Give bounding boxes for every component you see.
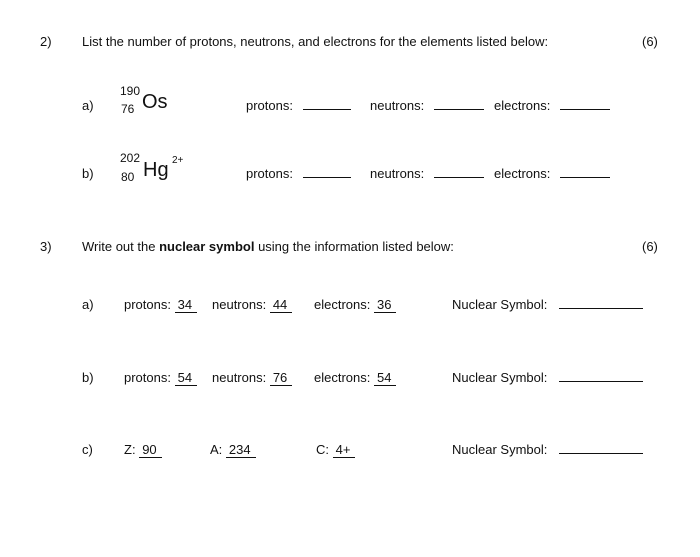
q3c-field-2 [210, 442, 256, 457]
q3a-nuclear-symbol [452, 297, 643, 312]
q2b-mass-number: 202 [120, 151, 141, 165]
q2a-atomic-number: 76 [121, 102, 135, 116]
question-2-points: (6) [642, 34, 658, 49]
q3b-field-2 [212, 370, 292, 385]
q2a-electrons-blank[interactable] [560, 108, 610, 110]
q2a-neutrons-label: neutrons: [370, 98, 425, 113]
q2b-neutrons-label: neutrons: [370, 166, 425, 181]
instruction-post: using the information listed below: [254, 239, 454, 254]
instruction-bold: nuclear symbol [159, 239, 255, 254]
q2b-element-symbol: Hg [143, 159, 169, 181]
q3b-nuclear-symbol-label: Nuclear Symbol: [452, 370, 548, 385]
q3a-field-2-label: neutrons: [212, 297, 267, 312]
q2a-element-symbol: Os [142, 91, 168, 113]
q3a-field-1-label: protons: [124, 297, 171, 312]
q3b-field-2-label: neutrons: [212, 370, 267, 385]
q2b-atomic-number: 80 [121, 170, 135, 184]
q2b-charge: 2+ [172, 155, 184, 166]
q3a-field-3-label: electrons: [314, 297, 371, 312]
q3c-field-3 [316, 442, 355, 457]
q2b-protons [246, 166, 351, 181]
instruction-pre: Write out the [82, 239, 160, 254]
q3b-nuclear-symbol-blank[interactable] [559, 380, 643, 382]
q2b-letter: b) [82, 166, 94, 181]
q3a-letter: a) [82, 297, 94, 312]
q2b-neutrons [370, 166, 484, 181]
q3b-nuclear-symbol [452, 370, 643, 385]
q2a-neutrons [370, 98, 484, 113]
q3a-nuclear-symbol-label: Nuclear Symbol: [452, 297, 548, 312]
q3a-field-3 [314, 297, 396, 312]
q3c-field-3-label: C: [316, 442, 329, 457]
q3c-field-1-label: Z: [124, 442, 136, 457]
q2a-protons-label: protons: [246, 98, 293, 113]
q3a-field-1-value: 34 [175, 297, 197, 313]
q2a-protons [246, 98, 351, 113]
q3c-field-1 [124, 442, 162, 457]
question-3-instruction [82, 239, 454, 254]
q3b-field-1 [124, 370, 197, 385]
q3c-field-1-value: 90 [139, 442, 161, 458]
q3c-field-3-value: 4+ [333, 442, 356, 458]
q2a-mass-number: 190 [120, 84, 141, 98]
q3b-letter: b) [82, 370, 94, 385]
q2a-electrons [494, 98, 610, 113]
q3c-field-2-value: 234 [226, 442, 256, 458]
q3c-letter: c) [82, 442, 93, 457]
q3b-field-3 [314, 370, 396, 385]
q3b-field-2-value: 76 [270, 370, 292, 386]
q2b-electrons-label: electrons: [494, 166, 551, 181]
q3c-nuclear-symbol-blank[interactable] [559, 452, 643, 454]
q3c-field-2-label: A: [210, 442, 223, 457]
q2a-neutrons-blank[interactable] [434, 108, 484, 110]
question-3-points: (6) [642, 239, 658, 254]
q3b-field-1-value: 54 [175, 370, 197, 386]
question-2-number: 2) [40, 34, 52, 49]
q2b-electrons [494, 166, 610, 181]
q3a-field-1 [124, 297, 197, 312]
q2a-letter: a) [82, 98, 94, 113]
q3a-field-2 [212, 297, 292, 312]
q3b-field-3-value: 54 [374, 370, 396, 386]
q2b-protons-blank[interactable] [303, 176, 351, 178]
q2b-neutrons-blank[interactable] [434, 176, 484, 178]
q2a-protons-blank[interactable] [303, 108, 351, 110]
question-3-number: 3) [40, 239, 52, 254]
q3b-field-3-label: electrons: [314, 370, 371, 385]
q3a-field-2-value: 44 [270, 297, 292, 313]
q3a-nuclear-symbol-blank[interactable] [559, 307, 643, 309]
q3c-nuclear-symbol-label: Nuclear Symbol: [452, 442, 548, 457]
question-2-instruction: List the number of protons, neutrons, and electrons for the elements listed below: [82, 34, 549, 49]
q2b-electrons-blank[interactable] [560, 176, 610, 178]
q2b-protons-label: protons: [246, 166, 293, 181]
q3a-field-3-value: 36 [374, 297, 396, 313]
q3c-nuclear-symbol [452, 442, 643, 457]
q3b-field-1-label: protons: [124, 370, 171, 385]
q2a-electrons-label: electrons: [494, 98, 551, 113]
